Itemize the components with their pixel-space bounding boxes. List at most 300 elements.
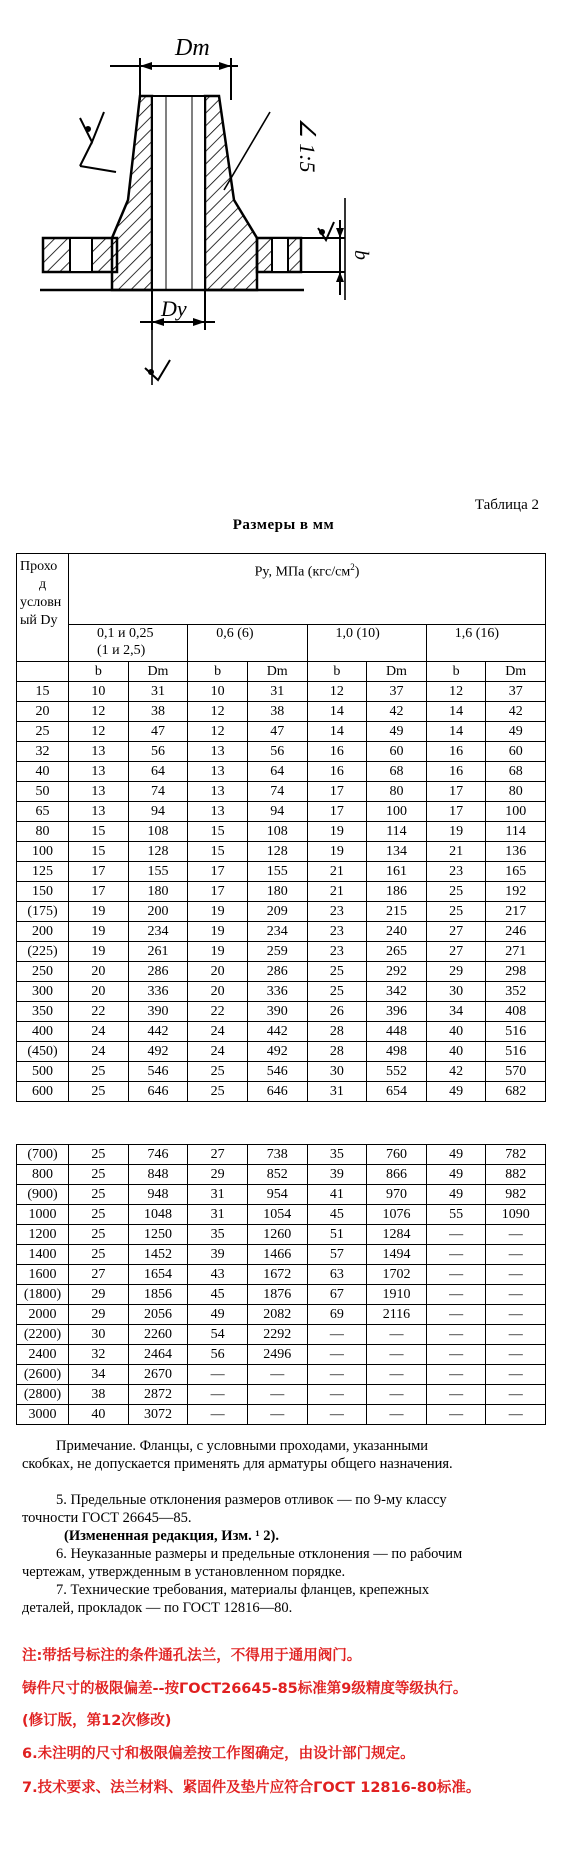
value-cell: 25 — [69, 1185, 129, 1205]
value-cell: 74 — [128, 782, 188, 802]
corner-header-line: ый Dy — [20, 613, 58, 628]
dy-cell: (1800) — [17, 1285, 69, 1305]
value-cell: 29 — [426, 962, 486, 982]
table-row — [17, 1325, 546, 1345]
value-cell: 10 — [188, 682, 248, 702]
value-cell: — — [426, 1285, 486, 1305]
value-cell: 1048 — [128, 1205, 188, 1225]
pressure-header-end: ) — [354, 564, 360, 580]
dy-cell: 3000 — [17, 1405, 69, 1425]
value-cell: — — [426, 1385, 486, 1405]
value-cell: 24 — [188, 1042, 248, 1062]
corner-header-line: Прохо — [20, 559, 58, 574]
value-cell: 51 — [307, 1225, 367, 1245]
value-cell: 23 — [307, 942, 367, 962]
value-cell: 271 — [486, 942, 546, 962]
value-cell: 852 — [247, 1165, 307, 1185]
value-cell: — — [486, 1405, 546, 1425]
value-cell: 396 — [367, 1002, 427, 1022]
value-cell: 155 — [128, 862, 188, 882]
subheader-cell: Dm — [247, 662, 307, 682]
dy-cell: (450) — [17, 1042, 69, 1062]
value-cell: 34 — [426, 1002, 486, 1022]
value-cell: 19 — [69, 922, 129, 942]
subheader-cell: Dm — [128, 662, 188, 682]
cn-note-2: 铸件尺寸的极限偏差--按ГОСТ26645-85标准第9级精度等级执行。 — [22, 1681, 468, 1697]
value-cell: 1250 — [128, 1225, 188, 1245]
value-cell: 26 — [307, 1002, 367, 1022]
table-row — [17, 1082, 546, 1102]
subheader-cell: Dm — [367, 662, 427, 682]
value-cell: 298 — [486, 962, 546, 982]
value-cell: — — [367, 1405, 427, 1425]
dy-label: Dy — [161, 296, 187, 321]
dy-cell: 500 — [17, 1062, 69, 1082]
value-cell: 760 — [367, 1145, 427, 1165]
value-cell: 31 — [247, 682, 307, 702]
value-cell: 546 — [247, 1062, 307, 1082]
value-cell: 186 — [367, 882, 427, 902]
value-cell: 27 — [426, 922, 486, 942]
value-cell: 982 — [486, 1185, 546, 1205]
value-cell: 25 — [188, 1082, 248, 1102]
value-cell: 682 — [486, 1082, 546, 1102]
subheader-cell: b — [188, 662, 248, 682]
value-cell: 134 — [367, 842, 427, 862]
dy-cell: 800 — [17, 1165, 69, 1185]
table-row — [17, 1405, 546, 1425]
value-cell: 492 — [128, 1042, 188, 1062]
note-line-1: Примечание. Фланцы, с условными проходами, указанными — [56, 1438, 429, 1454]
value-cell: 17 — [426, 782, 486, 802]
value-cell: — — [247, 1385, 307, 1405]
value-cell: 200 — [128, 902, 188, 922]
value-cell: 14 — [307, 702, 367, 722]
dy-cell: 200 — [17, 922, 69, 942]
table-body-part2 — [17, 1145, 546, 1425]
table-row — [17, 702, 546, 722]
value-cell: 19 — [307, 842, 367, 862]
table-row — [17, 1002, 546, 1022]
value-cell: 22 — [188, 1002, 248, 1022]
value-cell: — — [188, 1365, 248, 1385]
value-cell: 19 — [69, 902, 129, 922]
value-cell: 22 — [69, 1002, 129, 1022]
value-cell: 80 — [367, 782, 427, 802]
p7-line-1: 7. Технические требования, материалы фланцев, крепежных — [56, 1582, 430, 1598]
dy-cell: (225) — [17, 942, 69, 962]
value-cell: 25 — [69, 1082, 129, 1102]
dy-cell: 1400 — [17, 1245, 69, 1265]
value-cell: 94 — [247, 802, 307, 822]
value-cell: 2116 — [367, 1305, 427, 1325]
value-cell: 15 — [69, 842, 129, 862]
pressure-header-text: Py, МПа (кгс/см — [254, 564, 351, 580]
value-cell: 35 — [307, 1145, 367, 1165]
value-cell: 646 — [128, 1082, 188, 1102]
value-cell: — — [486, 1285, 546, 1305]
note-line-2: скобках, не допускается применять для арматуры общего назначения. — [22, 1456, 453, 1472]
value-cell: 246 — [486, 922, 546, 942]
table-row — [17, 1225, 546, 1245]
dy-cell: (900) — [17, 1185, 69, 1205]
dy-cell: 2400 — [17, 1345, 69, 1365]
value-cell: 31 — [188, 1205, 248, 1225]
value-cell: 217 — [486, 902, 546, 922]
value-cell: 37 — [367, 682, 427, 702]
value-cell: 12 — [69, 702, 129, 722]
value-cell: 20 — [188, 982, 248, 1002]
value-cell: 782 — [486, 1145, 546, 1165]
value-cell: 31 — [128, 682, 188, 702]
table-row — [17, 902, 546, 922]
value-cell: 114 — [367, 822, 427, 842]
table-row — [17, 722, 546, 742]
pressure-header — [69, 554, 546, 625]
dy-cell: 150 — [17, 882, 69, 902]
value-cell: 442 — [247, 1022, 307, 1042]
value-cell: 108 — [128, 822, 188, 842]
value-cell: 1494 — [367, 1245, 427, 1265]
dy-cell: 32 — [17, 742, 69, 762]
dy-cell: 50 — [17, 782, 69, 802]
value-cell: — — [188, 1385, 248, 1405]
table-row — [17, 682, 546, 702]
value-cell: 55 — [426, 1205, 486, 1225]
value-cell: 29 — [69, 1305, 129, 1325]
value-cell: 100 — [486, 802, 546, 822]
value-cell: 17 — [426, 802, 486, 822]
value-cell: 1054 — [247, 1205, 307, 1225]
value-cell: — — [426, 1365, 486, 1385]
value-cell: 56 — [188, 1345, 248, 1365]
value-cell: 56 — [128, 742, 188, 762]
value-cell: 498 — [367, 1042, 427, 1062]
value-cell: 13 — [69, 802, 129, 822]
value-cell: 100 — [367, 802, 427, 822]
p5-line-1: 5. Предельные отклонения размеров отливок — по 9-му классу — [56, 1492, 447, 1508]
value-cell: 24 — [188, 1022, 248, 1042]
value-cell: 41 — [307, 1185, 367, 1205]
value-cell: 49 — [367, 722, 427, 742]
value-cell: 2464 — [128, 1345, 188, 1365]
value-cell: 17 — [307, 782, 367, 802]
value-cell: 19 — [188, 922, 248, 942]
value-cell: 23 — [426, 862, 486, 882]
value-cell: — — [367, 1365, 427, 1385]
value-cell: 25 — [69, 1205, 129, 1225]
corner-header-line: условн — [20, 595, 62, 610]
value-cell: 516 — [486, 1042, 546, 1062]
value-cell: 49 — [426, 1082, 486, 1102]
value-cell: — — [367, 1325, 427, 1345]
value-cell: 25 — [69, 1245, 129, 1265]
value-cell: 390 — [247, 1002, 307, 1022]
p6-line-1: 6. Неуказанные размеры и предельные отклонения — по рабочим — [56, 1546, 463, 1562]
value-cell: 1672 — [247, 1265, 307, 1285]
value-cell: 21 — [307, 882, 367, 902]
value-cell: 516 — [486, 1022, 546, 1042]
value-cell: 27 — [69, 1265, 129, 1285]
table-row — [17, 1345, 546, 1365]
value-cell: 240 — [367, 922, 427, 942]
dy-cell: 125 — [17, 862, 69, 882]
value-cell: 80 — [486, 782, 546, 802]
value-cell: 546 — [128, 1062, 188, 1082]
taper-label: ∠ 1:5 — [295, 118, 320, 173]
cn-note-3: (修订版，第12次修改) — [22, 1713, 172, 1729]
value-cell: 209 — [247, 902, 307, 922]
dy-cell: 600 — [17, 1082, 69, 1102]
table-row — [17, 982, 546, 1002]
value-cell: 34 — [69, 1365, 129, 1385]
value-cell: 161 — [367, 862, 427, 882]
table-row — [17, 862, 546, 882]
value-cell: 30 — [69, 1325, 129, 1345]
flange-drawing — [0, 0, 567, 470]
value-cell: — — [486, 1325, 546, 1345]
table-row — [17, 1042, 546, 1062]
value-cell: 20 — [188, 962, 248, 982]
dy-cell: (2200) — [17, 1325, 69, 1345]
value-cell: 286 — [247, 962, 307, 982]
value-cell: 1260 — [247, 1225, 307, 1245]
value-cell: 192 — [486, 882, 546, 902]
cn-note-1: 注:带括号标注的条件通孔法兰，不得用于通用阀门。 — [22, 1648, 362, 1664]
value-cell: 292 — [367, 962, 427, 982]
value-cell: 49 — [188, 1305, 248, 1325]
group-header-3: 1,0 (10) — [307, 625, 426, 662]
value-cell: 15 — [188, 822, 248, 842]
value-cell: 39 — [188, 1245, 248, 1265]
value-cell: 265 — [367, 942, 427, 962]
value-cell: — — [486, 1305, 546, 1325]
dy-cell: 80 — [17, 822, 69, 842]
value-cell: 136 — [486, 842, 546, 862]
group-header-4: 1,6 (16) — [426, 625, 545, 662]
value-cell: — — [307, 1405, 367, 1425]
subheader-cell: Dm — [486, 662, 546, 682]
value-cell: 19 — [188, 902, 248, 922]
value-cell: 16 — [307, 762, 367, 782]
table-row — [17, 1145, 546, 1165]
value-cell: 40 — [426, 1042, 486, 1062]
value-cell: 746 — [128, 1145, 188, 1165]
value-cell: — — [486, 1245, 546, 1265]
value-cell: 13 — [69, 742, 129, 762]
value-cell: 13 — [188, 742, 248, 762]
table-row — [17, 1165, 546, 1185]
table-row — [17, 762, 546, 782]
value-cell: 25 — [69, 1145, 129, 1165]
value-cell: 67 — [307, 1285, 367, 1305]
value-cell: — — [307, 1325, 367, 1345]
value-cell: 2872 — [128, 1385, 188, 1405]
dy-cell: 100 — [17, 842, 69, 862]
value-cell: 448 — [367, 1022, 427, 1042]
value-cell: 64 — [247, 762, 307, 782]
value-cell: 654 — [367, 1082, 427, 1102]
value-cell: 25 — [307, 982, 367, 1002]
value-cell: 54 — [188, 1325, 248, 1345]
value-cell: 1284 — [367, 1225, 427, 1245]
value-cell: — — [426, 1265, 486, 1285]
value-cell: 390 — [128, 1002, 188, 1022]
value-cell: — — [367, 1385, 427, 1405]
value-cell: 10 — [69, 682, 129, 702]
value-cell: 646 — [247, 1082, 307, 1102]
subheader-row — [17, 662, 546, 682]
value-cell: 40 — [69, 1405, 129, 1425]
value-cell: 37 — [486, 682, 546, 702]
value-cell: 20 — [69, 982, 129, 1002]
table-title: Размеры в мм — [232, 517, 335, 533]
value-cell: — — [307, 1385, 367, 1405]
value-cell: 42 — [367, 702, 427, 722]
value-cell: 180 — [247, 882, 307, 902]
value-cell: 74 — [247, 782, 307, 802]
value-cell: 114 — [486, 822, 546, 842]
value-cell: 15 — [69, 822, 129, 842]
value-cell: 552 — [367, 1062, 427, 1082]
value-cell: 1910 — [367, 1285, 427, 1305]
b-label: b — [350, 250, 372, 260]
dy-cell: 15 — [17, 682, 69, 702]
value-cell: 2260 — [128, 1325, 188, 1345]
value-cell: 38 — [128, 702, 188, 722]
value-cell: 155 — [247, 862, 307, 882]
value-cell: — — [307, 1345, 367, 1365]
value-cell: 336 — [247, 982, 307, 1002]
dy-cell: (175) — [17, 902, 69, 922]
value-cell: 128 — [128, 842, 188, 862]
dy-cell: 400 — [17, 1022, 69, 1042]
value-cell: — — [307, 1365, 367, 1385]
value-cell: 259 — [247, 942, 307, 962]
value-cell: 408 — [486, 1002, 546, 1022]
table-row — [17, 1185, 546, 1205]
value-cell: 47 — [128, 722, 188, 742]
value-cell: 19 — [69, 942, 129, 962]
value-cell: 31 — [307, 1082, 367, 1102]
value-cell: 1452 — [128, 1245, 188, 1265]
subheader-cell: b — [426, 662, 486, 682]
value-cell: 42 — [426, 1062, 486, 1082]
group-header-2: 0,6 (6) — [188, 625, 307, 662]
dy-cell: 2000 — [17, 1305, 69, 1325]
value-cell: 13 — [188, 802, 248, 822]
value-cell: 43 — [188, 1265, 248, 1285]
table-row — [17, 742, 546, 762]
value-cell: 25 — [69, 1225, 129, 1245]
p5-edit: (Измененная редакция, Изм. ¹ 2). — [64, 1528, 280, 1544]
value-cell: 14 — [426, 722, 486, 742]
value-cell: 20 — [69, 962, 129, 982]
value-cell: 17 — [307, 802, 367, 822]
table-row — [17, 782, 546, 802]
p7-line-2: деталей, прокладок — по ГОСТ 12816—80. — [22, 1600, 293, 1616]
value-cell: 24 — [69, 1042, 129, 1062]
value-cell: 336 — [128, 982, 188, 1002]
value-cell: 738 — [247, 1145, 307, 1165]
value-cell: 13 — [188, 762, 248, 782]
value-cell: 25 — [188, 1062, 248, 1082]
value-cell: 848 — [128, 1165, 188, 1185]
group-header-1-line: (1 и 2,5) — [97, 643, 146, 658]
value-cell: — — [426, 1245, 486, 1265]
pressure-header-sup: 2 — [350, 562, 355, 572]
subheader-cell: b — [307, 662, 367, 682]
value-cell: 866 — [367, 1165, 427, 1185]
table-row — [17, 922, 546, 942]
value-cell: 17 — [69, 882, 129, 902]
table-row — [17, 1385, 546, 1405]
value-cell: 12 — [188, 702, 248, 722]
dy-cell: (700) — [17, 1145, 69, 1165]
value-cell: 1702 — [367, 1265, 427, 1285]
table-body-part1 — [17, 682, 546, 1102]
value-cell: 352 — [486, 982, 546, 1002]
value-cell: — — [426, 1405, 486, 1425]
value-cell: 25 — [69, 1062, 129, 1082]
value-cell: 215 — [367, 902, 427, 922]
value-cell: 39 — [307, 1165, 367, 1185]
value-cell: 954 — [247, 1185, 307, 1205]
value-cell: 68 — [486, 762, 546, 782]
value-cell: 25 — [307, 962, 367, 982]
value-cell: 1876 — [247, 1285, 307, 1305]
value-cell: 12 — [188, 722, 248, 742]
value-cell: — — [426, 1305, 486, 1325]
value-cell: 49 — [426, 1165, 486, 1185]
value-cell: 108 — [247, 822, 307, 842]
dy-cell: 65 — [17, 802, 69, 822]
value-cell: 882 — [486, 1165, 546, 1185]
dy-cell: (2800) — [17, 1385, 69, 1405]
value-cell: 47 — [247, 722, 307, 742]
value-cell: 28 — [307, 1042, 367, 1062]
value-cell: 45 — [307, 1205, 367, 1225]
value-cell: 13 — [69, 762, 129, 782]
dy-cell: (2600) — [17, 1365, 69, 1385]
value-cell: 17 — [188, 882, 248, 902]
value-cell: 442 — [128, 1022, 188, 1042]
value-cell: 234 — [128, 922, 188, 942]
value-cell: 38 — [247, 702, 307, 722]
value-cell: 1090 — [486, 1205, 546, 1225]
value-cell: 56 — [247, 742, 307, 762]
value-cell: 21 — [307, 862, 367, 882]
value-cell: 32 — [69, 1345, 129, 1365]
value-cell: 13 — [188, 782, 248, 802]
value-cell: — — [426, 1325, 486, 1345]
value-cell: 21 — [426, 842, 486, 862]
dy-cell: 1200 — [17, 1225, 69, 1245]
value-cell: — — [486, 1365, 546, 1385]
subheader-cell: b — [69, 662, 129, 682]
value-cell: 12 — [307, 682, 367, 702]
p5-line-2: точности ГОСТ 26645—85. — [22, 1510, 192, 1526]
value-cell: 13 — [69, 782, 129, 802]
dy-cell: 1600 — [17, 1265, 69, 1285]
table-row — [17, 1305, 546, 1325]
dimensions-table-part1 — [16, 553, 546, 1102]
value-cell: 2082 — [247, 1305, 307, 1325]
dy-cell: 300 — [17, 982, 69, 1002]
table-row — [17, 822, 546, 842]
corner-header — [17, 554, 69, 662]
value-cell: — — [486, 1385, 546, 1405]
